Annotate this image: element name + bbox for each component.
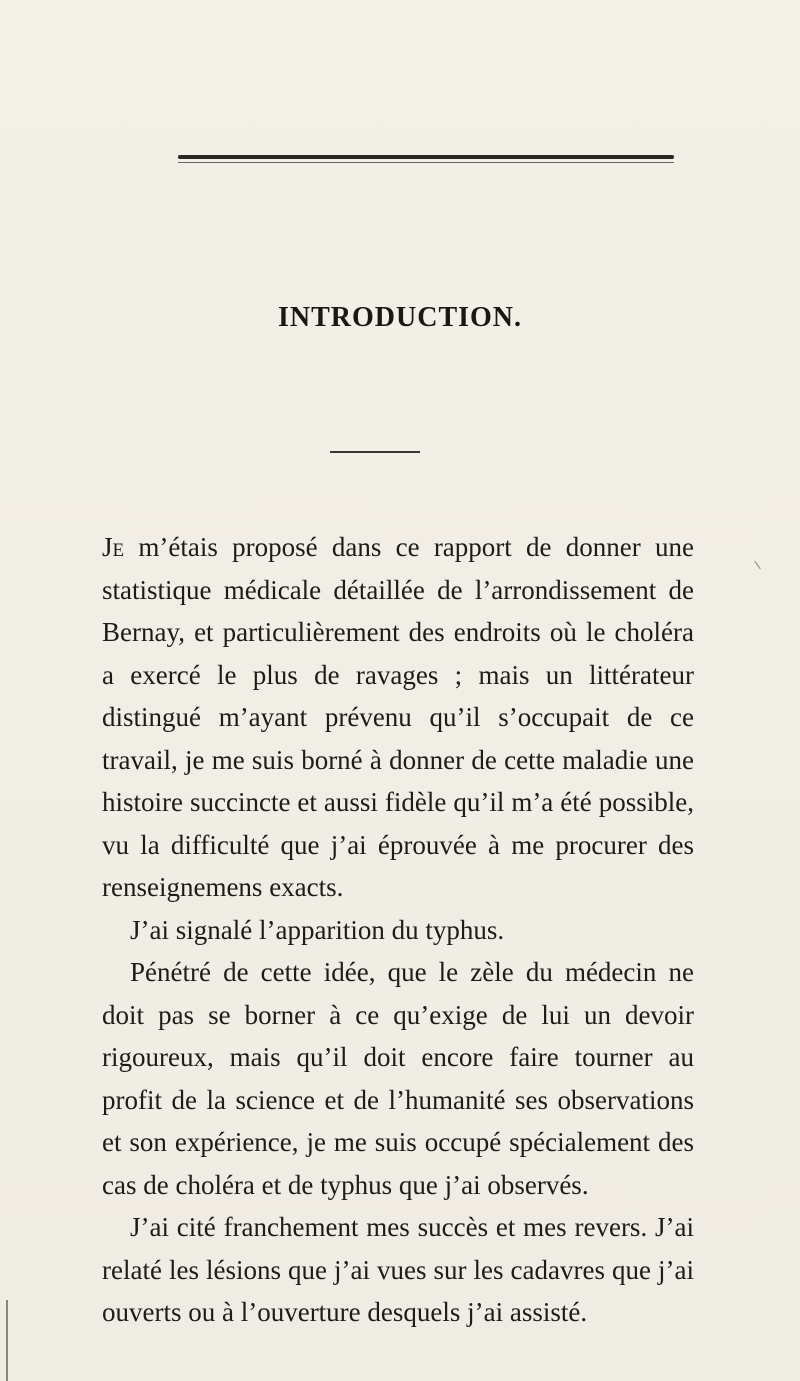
paragraph-2-text: J’ai signalé l’apparition du typhus. [130, 914, 505, 945]
body-text [102, 526, 694, 1334]
margin-mark [754, 561, 761, 570]
paragraph-4 [102, 1206, 694, 1334]
paragraph-3 [102, 951, 694, 1206]
paragraph-4-text: J’ai cité franchement mes succès et mes revers. J’ai relaté les lésions que j’ai vues sur les cadavres que j’ai ouverts ou à l’ouverture desquels j’ai assisté. [102, 1212, 694, 1327]
paragraph-1-text: m’étais proposé dans ce rapport de donner une statistique médicale détaillée de l’arrondissement de Bernay, et particulièrement des endroits où le choléra a exercé le plus de ravages ; mais un littérateur distingué m’ayant prévenu qu’il s’occupait de ce travail, je me suis borné à donner de cette maladie une histoire succincte et aussi fidèle qu’il m’a été possible, vu la difficulté que j’ai éprouvée à me procurer des renseignemens exacts. [102, 532, 694, 902]
page-edge-line [6, 1300, 8, 1381]
paragraph-2 [102, 909, 694, 952]
drop-lead-word: Je [102, 532, 125, 562]
heading-divider [330, 451, 420, 453]
header-rule-thin [178, 162, 674, 163]
paragraph-3-text: Pénétré de cette idée, que le zèle du médecin ne doit pas se borner à ce qu’exige de lui un devoir rigoureux, mais qu’il doit encore faire tourner au profit de la science et de l’humanité ses observations et son expérience, je me suis occupé spécialement des cas de choléra et de typhus que j’ai observés. [102, 957, 694, 1200]
header-rule [178, 155, 674, 159]
chapter-heading: INTRODUCTION. [277, 302, 523, 333]
paragraph-1 [102, 526, 694, 909]
